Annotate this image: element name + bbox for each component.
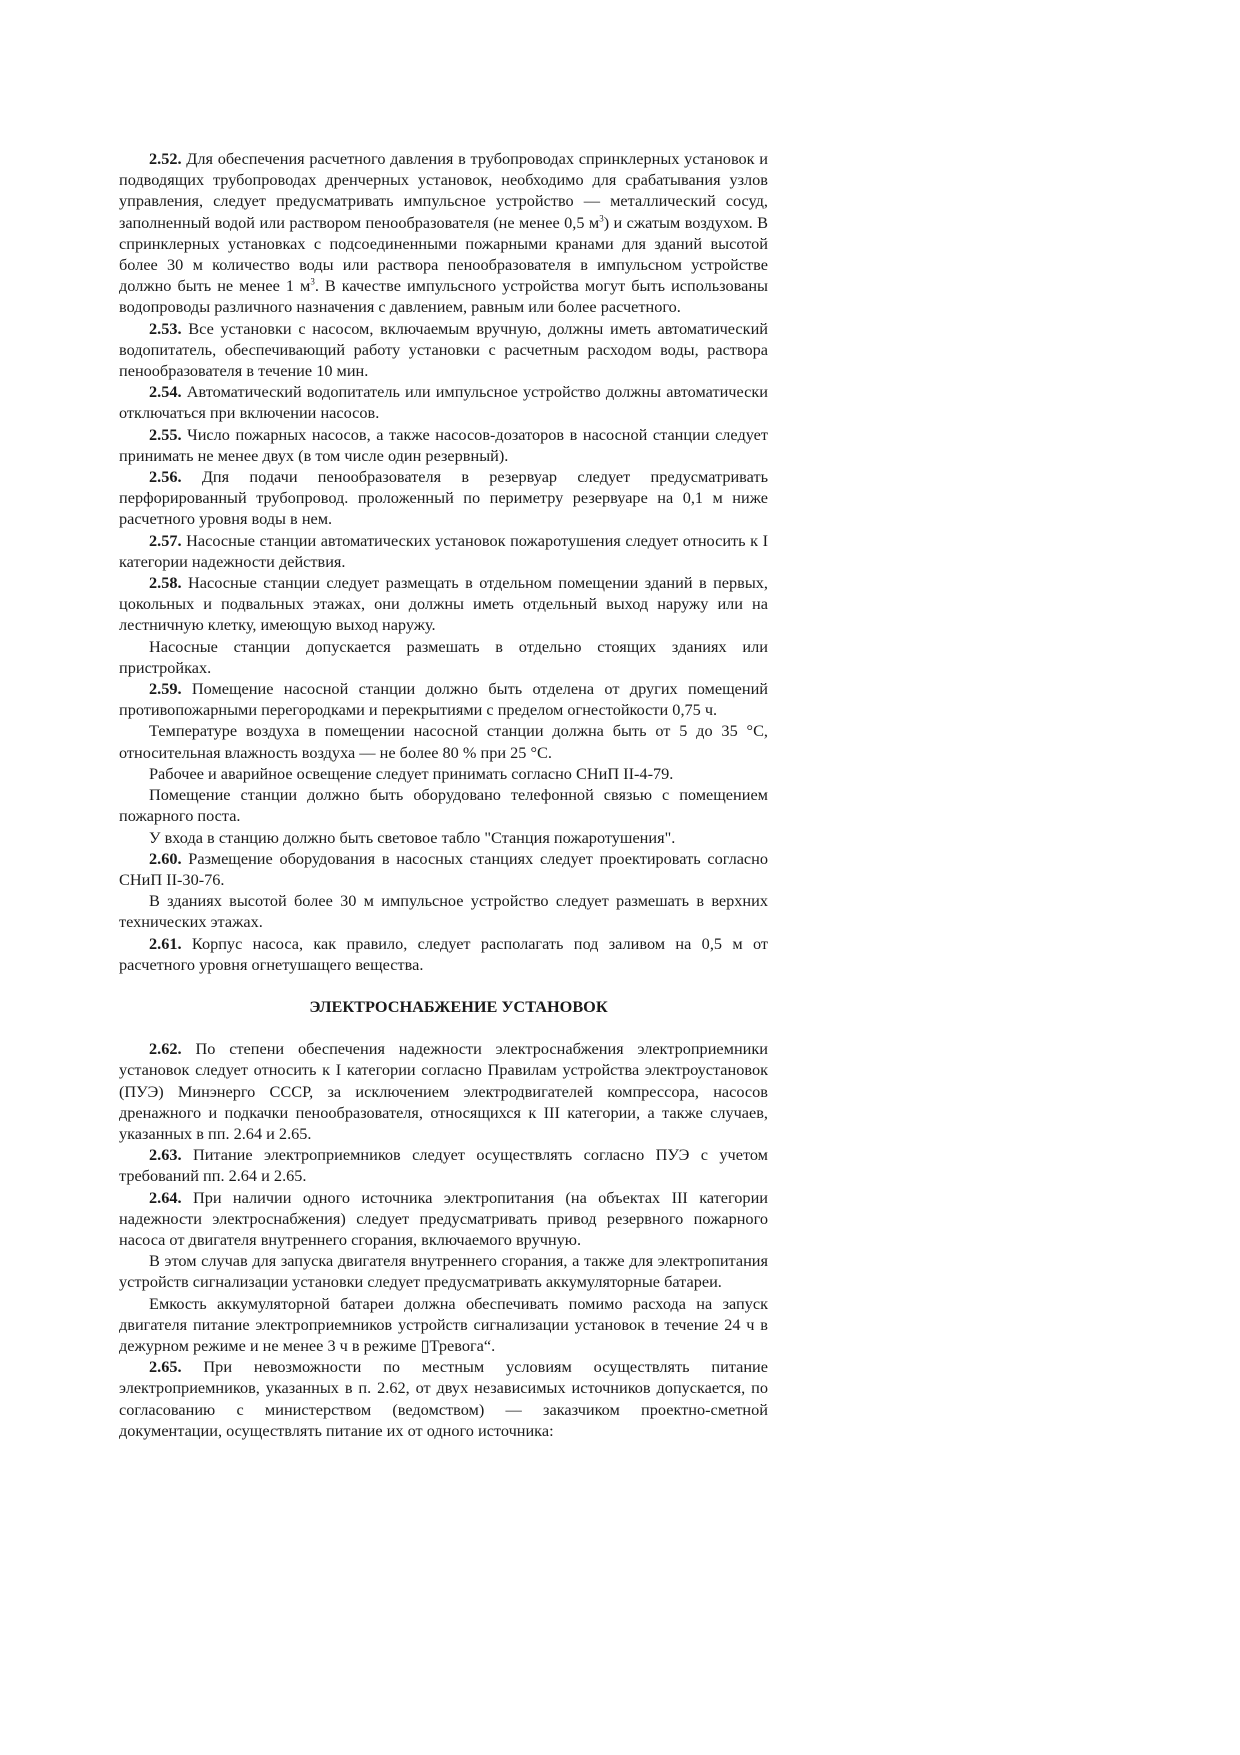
paragraph: [119, 148, 768, 318]
clause-number: 2.65.: [149, 1357, 182, 1377]
paragraph: [119, 678, 768, 720]
paragraph-text: Помещение станции должно быть оборудовано телефонной связью с помещением пожарного поста.: [119, 785, 768, 826]
clause-number: 2.52.: [149, 149, 182, 168]
paragraph: [119, 848, 768, 890]
paragraph-text: Температуре воздуха в помещении насосной станции должна быть от 5 до 35 °С, относительная влажность воздуха — не более 80 % при 25 °С.: [119, 721, 768, 762]
paragraph: [119, 572, 768, 636]
paragraph-text: Все установки с насосом, включаемым вручную, должны иметь автоматический водопитатель, обеспечивающий работу установки с расчетным расходом воды, раствора пенообразователя в течение 10 мин.: [119, 318, 768, 381]
paragraph: [119, 636, 768, 678]
paragraph-text: Питание электроприемников следует осуществлять согласно ПУЭ с учетом требований пп. 2.64 и 2.65.: [119, 1145, 768, 1186]
paragraph-text: Дпя подачи пенообразователя в резервуар следует предусматривать перфорированный трубопровод. проложенный по периметру резервуаре на 0,1 м ниже расчетного уровня воды в нем.: [119, 467, 768, 529]
paragraph-text: Емкость аккумуляторной батареи должна обеспечивать помимо расхода на запуск двигателя питание электроприемников устройств сигнализации установок в течение 24 ч в дежурном режиме и не менее 3 ч в режиме ▯Тревога“.: [119, 1293, 768, 1355]
paragraph: [119, 720, 768, 762]
paragraph-text: ) и сжатым воздухом. В спринклерных установках с подсоединенными пожарными кранами для зданий высотой более 30 м количество воды или раствора пенообразователя в импульсном устройстве должно быть не менее 1 м: [119, 212, 768, 296]
paragraph: [119, 1144, 768, 1186]
clause-number: 2.61.: [149, 933, 182, 953]
clause-number: 2.62.: [149, 1039, 182, 1059]
paragraph: [119, 530, 768, 572]
paragraph-text: Помещение насосной станции должно быть отделена от других помещений противопожарными перегородками и перекрытиями с пределом огнестойкости 0,75 ч.: [119, 679, 768, 720]
section-heading: ЭЛЕКТРОСНАБЖЕНИЕ УСТАНОВОК: [309, 996, 608, 1016]
paragraph: [119, 763, 768, 784]
clause-number: 2.63.: [149, 1145, 182, 1165]
clause-number: 2.59.: [149, 679, 182, 699]
paragraph: [119, 827, 768, 848]
paragraph-text: В этом случав для запуска двигателя внутреннего сгорания, а также для электропитания устройств сигнализации установки следует предусматривать аккумуляторные батареи.: [119, 1251, 768, 1292]
paragraph-text: Размещение оборудования в насосных станциях следует проектировать согласно СНиП II-30-76.: [119, 848, 768, 889]
superscript: 3: [599, 213, 604, 224]
clause-number: 2.64.: [149, 1187, 182, 1207]
paragraph: [119, 466, 768, 530]
paragraph-text: Автоматический водопитатель или импульсное устройство должны автоматически отключаться при включении насосов.: [119, 382, 768, 423]
paragraph-text: Корпус насоса, как правило, следует располагать под заливом на 0,5 м от расчетного уровня огнетушащего вещества.: [119, 933, 769, 974]
paragraph: [119, 381, 768, 423]
clause-number: 2.58.: [149, 573, 182, 593]
document-page: [119, 148, 768, 1441]
paragraph: [119, 1356, 768, 1441]
paragraph-text: По степени обеспечения надежности электроснабжения электроприемники установок следует относить к I категории согласно Правилам устройства электроустановок (ПУЭ) Минэнерго СССР, за исключением электродвигателей компрессора, насосов дренажного и подкачки пенообразователя, относящихся к III категории, а также случаев, указанных в пп. 2.64 и 2.65.: [119, 1039, 768, 1143]
paragraph-text: Насосные станции автоматических установок пожаротушения следует относить к I категории надежности действия.: [119, 530, 768, 571]
clause-number: 2.54.: [149, 382, 182, 402]
paragraph-text: Для обеспечения расчетного давления в трубопроводах спринклерных установок и подводящих трубопроводах дренчерных установок, необходимо для срабатывания узлов управления, следует предусматривать импульсное устройство — металлический сосуд, заполненный водой или раствором пенообразователя (не менее 0,5 м: [119, 149, 769, 232]
paragraph-text: В зданиях высотой более 30 м импульсное устройство следует размешать в верхних технических этажах.: [119, 891, 768, 932]
paragraph: [119, 1187, 768, 1251]
paragraph: [119, 933, 768, 975]
paragraph: [119, 1293, 768, 1357]
paragraph-text: Рабочее и аварийное освещение следует принимать согласно СНиП II-4-79.: [149, 763, 674, 783]
paragraph: [119, 784, 768, 826]
clause-number: 2.53.: [149, 318, 182, 338]
clause-number: 2.55.: [149, 424, 182, 444]
superscript: 3: [310, 276, 315, 287]
paragraph-text: . В качестве импульсного устройства могут быть использованы водопроводы различного назначения с давлением, равным или более расчетного.: [119, 276, 768, 317]
paragraph-text: У входа в станцию должно быть световое табло "Станция пожаротушения".: [149, 827, 676, 847]
paragraph: [119, 1250, 768, 1292]
clause-number: 2.60.: [149, 848, 182, 868]
paragraph-text: При невозможности по местным условиям осуществлять питание электроприемников, указанных в п. 2.62, от двух независимых источников допускается, по согласованию с министерством (ведомством) — заказчиком проектно-сметной документации, осуществлять питание их от одного источника:: [119, 1357, 768, 1440]
paragraph-text: Насосные станции допускается размешать в отдельно стоящих зданиях или пристройках.: [119, 636, 768, 677]
paragraph: [119, 890, 768, 932]
clause-number: 2.56.: [149, 467, 182, 487]
paragraph: [119, 318, 768, 382]
paragraph: [119, 1038, 768, 1144]
paragraph-text: Насосные станции следует размещать в отдельном помещении зданий в первых, цокольных и подвальных этажах, они должны иметь отдельный выход наружу или на лестничную клетку, имеющую выход наружу.: [119, 573, 768, 635]
paragraph-text: При наличии одного источника электропитания (на объектах III категории надежности электроснабжения) следует предусматривать привод резервного пожарного насоса от двигателя внутреннего сгорания, включаемого вручную.: [119, 1187, 768, 1249]
clause-number: 2.57.: [149, 530, 182, 550]
paragraph: [119, 424, 768, 466]
paragraph-text: Число пожарных насосов, а также насосов-дозаторов в насосной станции следует принимать не менее двух (в том числе один резервный).: [119, 424, 768, 465]
